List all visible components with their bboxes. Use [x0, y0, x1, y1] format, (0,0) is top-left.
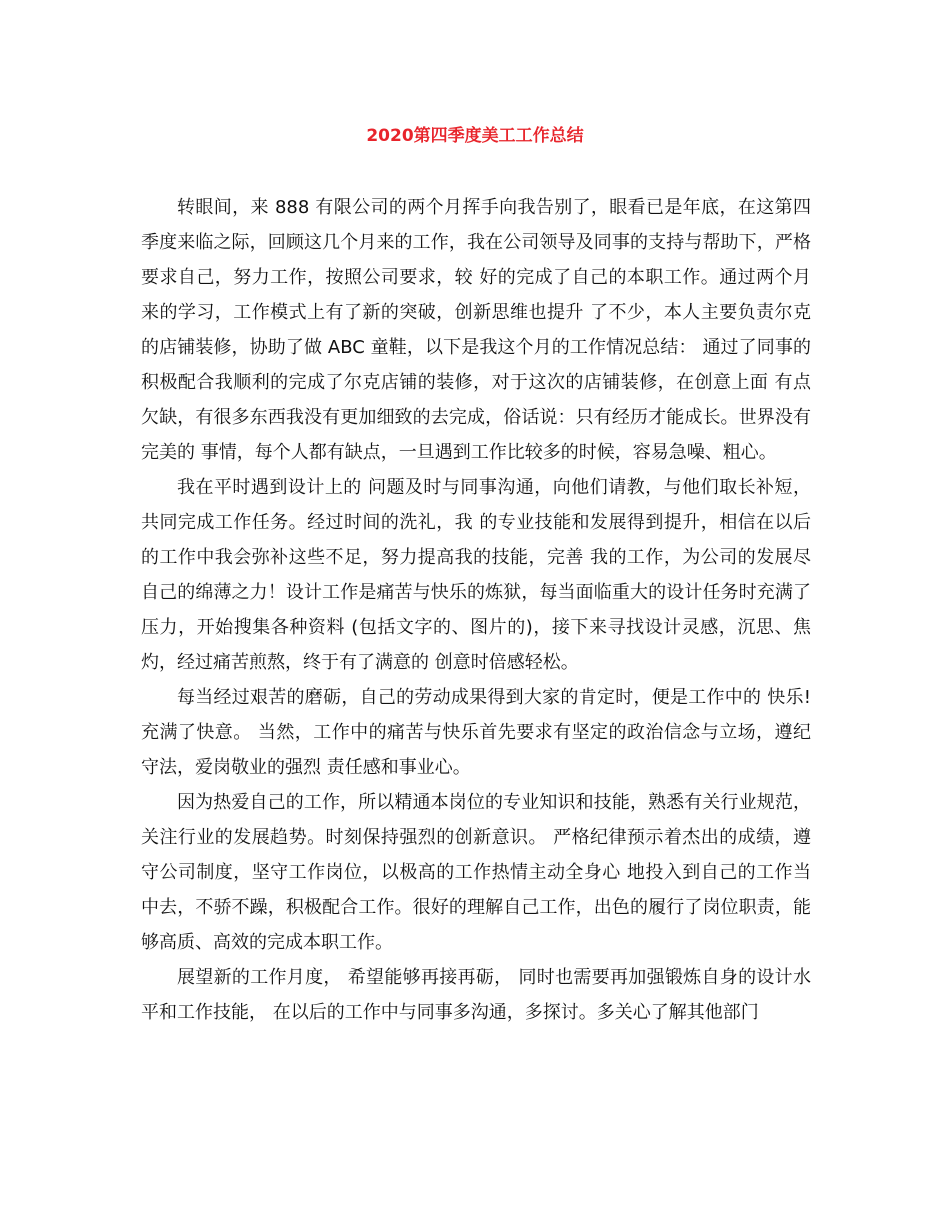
paragraph-3: 每当经过艰苦的磨砺，自己的劳动成果得到大家的肯定时，便是工作中的 快乐!充满了快意。 当然，工作中的痛苦与快乐首先要求有坚定的政治信念与立场，遵纪守法，爱岗敬业的强烈 责任感和事业心。 [141, 687, 811, 778]
document-body [141, 190, 811, 1030]
paragraph-5: 展望新的工作月度， 希望能够再接再砺， 同时也需要再加强锻炼自身的设计水平和工作技能， 在以后的工作中与同事多沟通，多探讨。多关心了解其他部门 [141, 967, 811, 1023]
document-title: 2020第四季度美工工作总结 [366, 126, 584, 146]
paragraph-2: 我在平时遇到设计上的 问题及时与同事沟通，向他们请教，与他们取长补短，共同完成工作任务。经过时间的洗礼，我 的专业技能和发展得到提升，相信在以后的工作中我会弥补这些不足，努力提高我的技能，完善 我的工作，为公司的发展尽自己的绵薄之力！设计工作是痛苦与快乐的炼狱，每当面临重大的设计任务时充满了压力，开始搜集各种资料 (包括文字的、图片的)，接下来寻找设计灵感，沉思、焦灼，经过痛苦煎熬，终于有了满意的 创意时倍感轻松。 [141, 477, 811, 673]
paragraph-4: 因为热爱自己的工作，所以精通本岗位的专业知识和技能，熟悉有关行业规范，关注行业的发展趋势。时刻保持强烈的创新意识。 严格纪律预示着杰出的成绩，遵守公司制度，坚守工作岗位，以极高的工作热情主动全身心 地投入到自己的工作当中去，不骄不躁，积极配合工作。很好的理解自己工作，出色的履行了岗位职责，能够高质、高效的完成本职工作。 [141, 792, 811, 953]
paragraph-1: 转眼间，来 888 有限公司的两个月挥手向我告别了，眼看已是年底，在这第四季度来临之际，回顾这几个月来的工作，我在公司领导及同事的支持与帮助下，严格要求自己，努力工作，按照公司要求，较 好的完成了自己的本职工作。通过两个月来的学习，工作模式上有了新的突破，创新思维也提升 了不少，本人主要负责尔克的店铺装修，协助了做 ABC 童鞋，以下是我这个月的工作情况总结： 通过了同事的积极配合我顺利的完成了尔克店铺的装修，对于这次的店铺装修，在创意上面 有点欠缺，有很多东西我没有更加细致的去完成，俗话说：只有经历才能成长。世界没有完美的 事情，每个人都有缺点，一旦遇到工作比较多的时候，容易急噪、粗心。 [141, 197, 811, 463]
